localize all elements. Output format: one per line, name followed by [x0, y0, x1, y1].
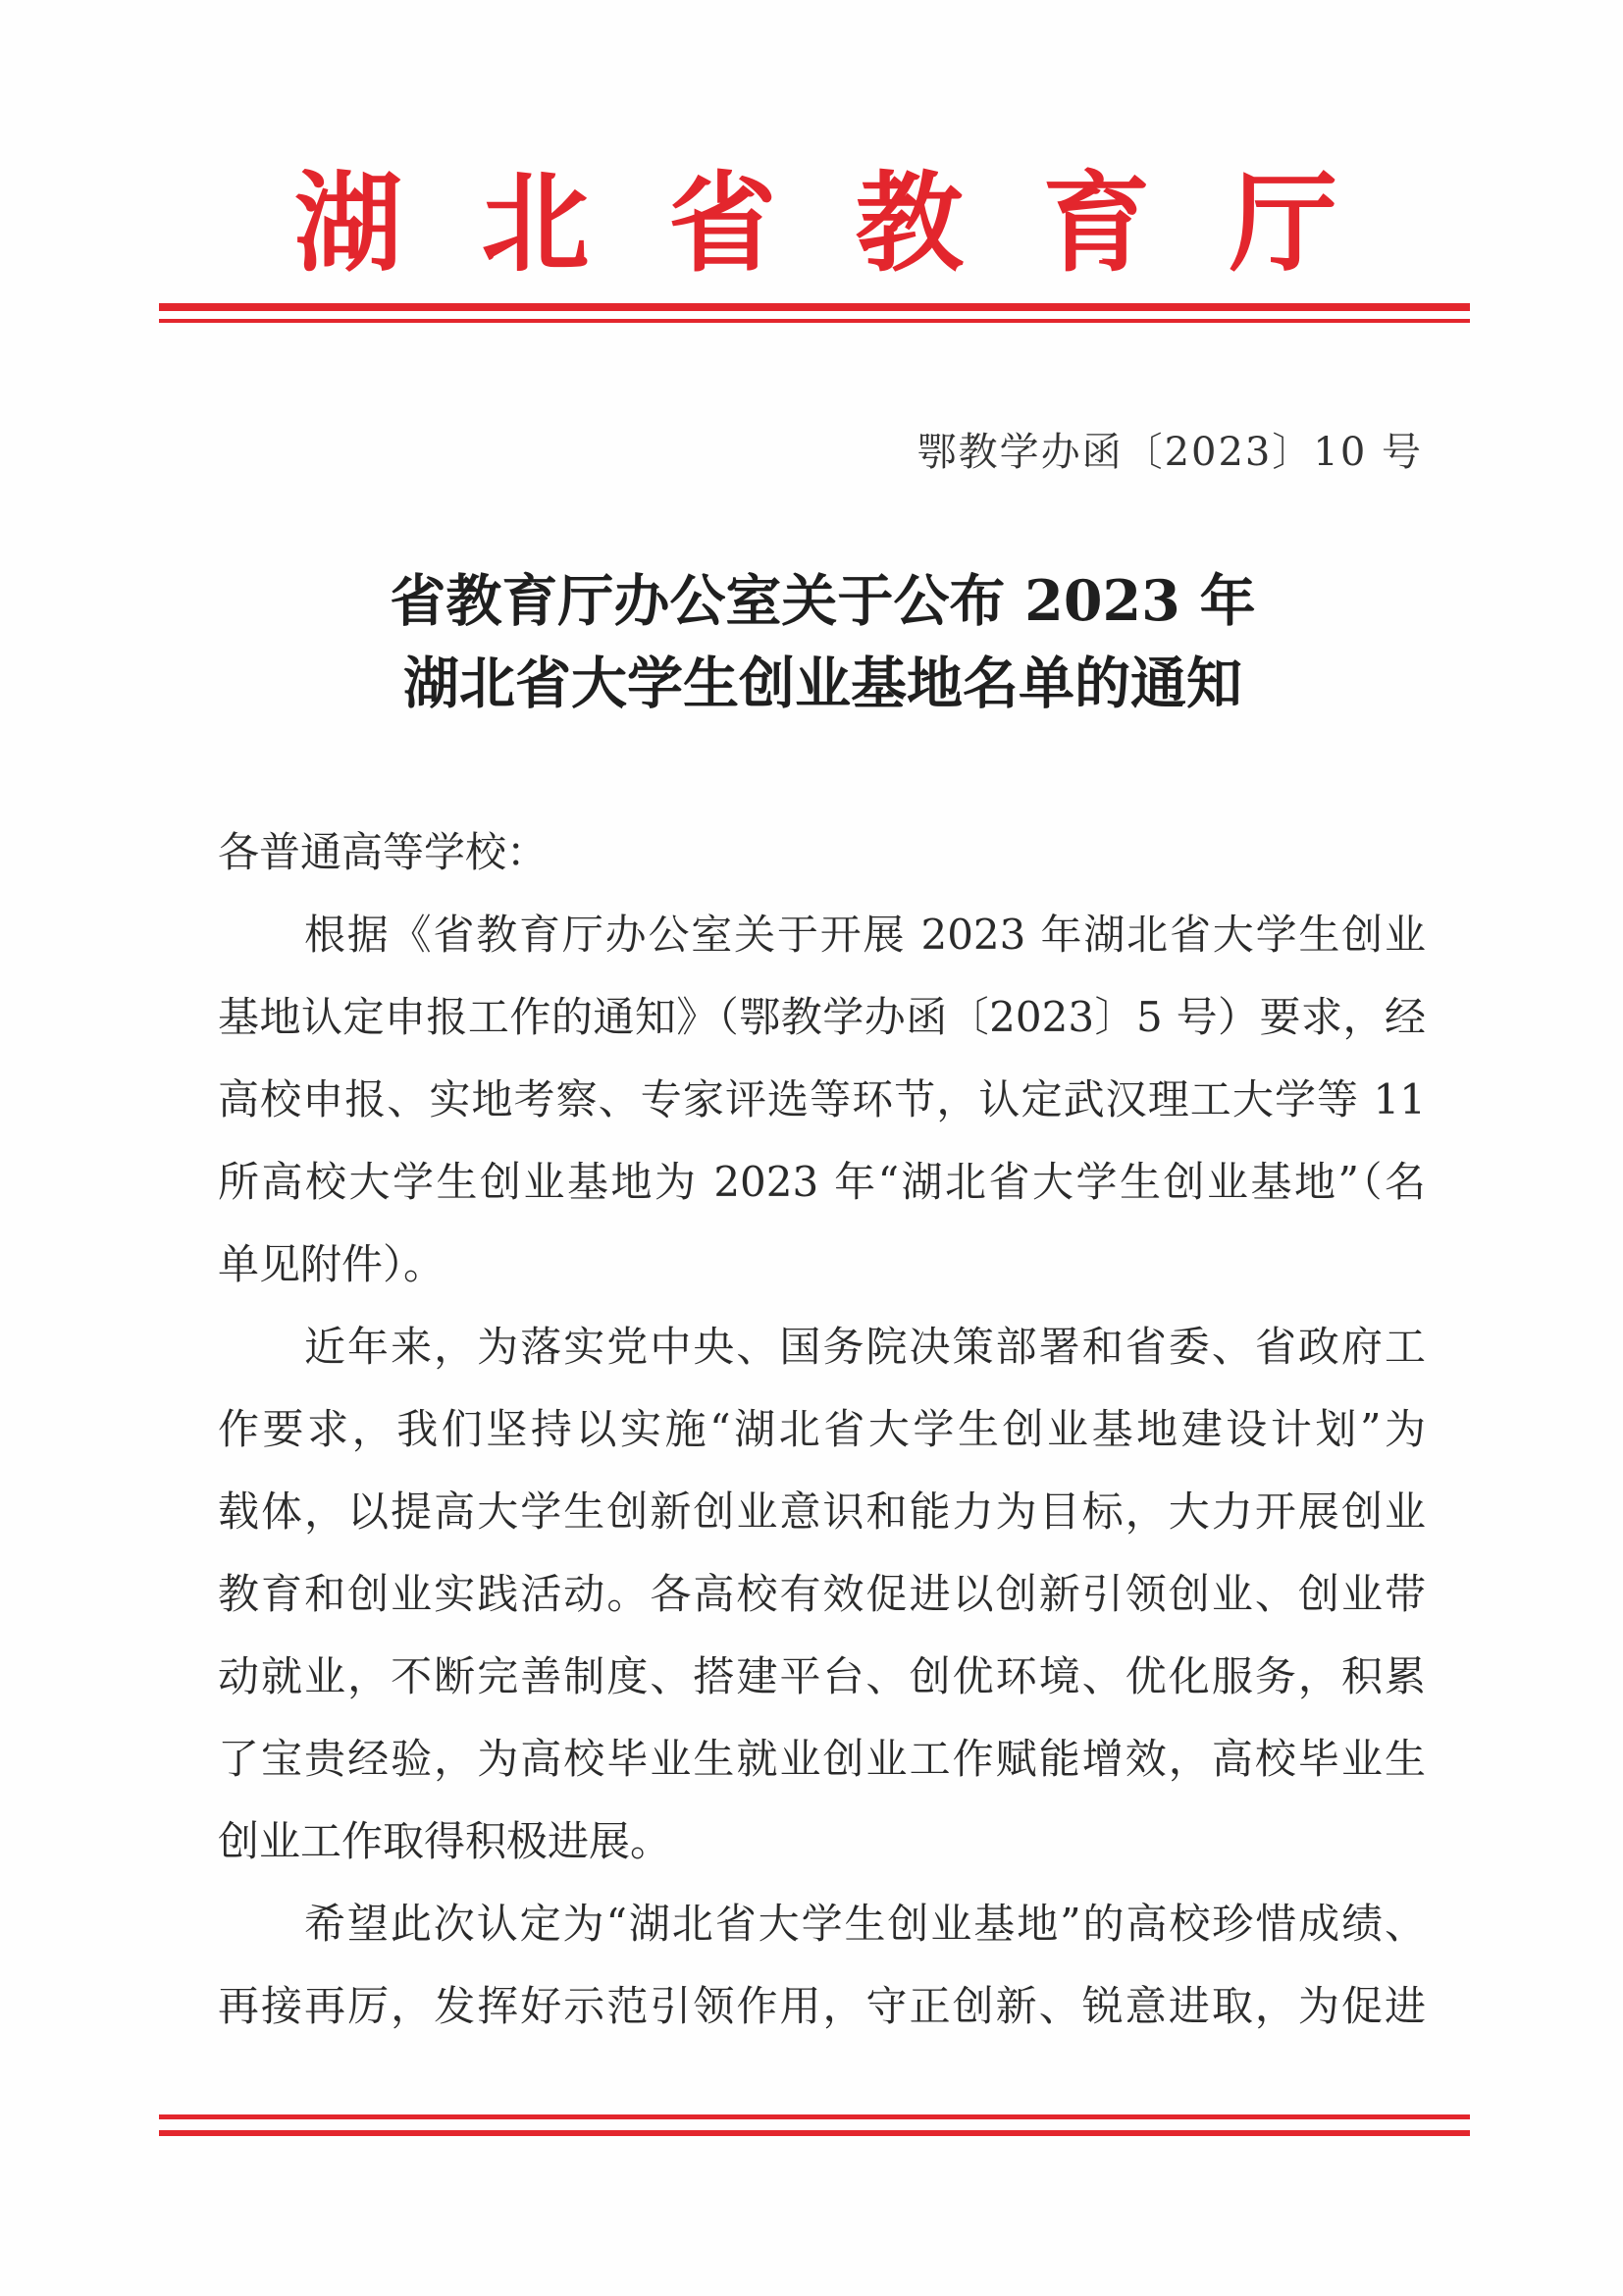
footer-red-rule-lower	[159, 2130, 1470, 2136]
document-number: 鄂教学办函〔2023〕10 号	[916, 430, 1423, 475]
letterhead-agency-name: 湖北省教育厅	[294, 160, 1337, 287]
paragraph-1-line: 高校申报、实地考察、专家评选等环节，认定武汉理工大学等 11	[218, 1075, 1426, 1123]
footer-red-rule-upper	[159, 2114, 1470, 2119]
paragraph-1-line: 根据《省教育厅办公室关于开展 2023 年湖北省大学生创业	[304, 911, 1426, 959]
paragraph-1-line: 基地认定申报工作的通知》（鄂教学办函〔2023〕5 号）要求，经	[218, 993, 1426, 1041]
paragraph-2-line: 创业工作取得积极进展。	[218, 1817, 672, 1865]
paragraph-2-line: 了宝贵经验，为高校毕业生就业创业工作赋能增效，高校毕业生	[218, 1735, 1426, 1783]
paragraph-2-line: 载体，以提高大学生创新创业意识和能力为目标，大力开展创业	[218, 1487, 1426, 1536]
salutation: 各普通高等学校：	[218, 828, 549, 876]
paragraph-1-line: 所高校大学生创业基地为 2023 年“湖北省大学生创业基地”（名	[218, 1158, 1426, 1206]
paragraph-3-line: 再接再厉，发挥好示范引领作用，守正创新、锐意进取，为促进	[218, 1982, 1426, 2030]
document-body	[218, 828, 1426, 2064]
letterhead-red-rule-thin	[159, 319, 1470, 323]
paragraph-2-line: 教育和创业实践活动。各高校有效促进以创新引领创业、创业带	[218, 1570, 1426, 1618]
document-title-line-1: 省教育厅办公室关于公布 2023 年	[390, 568, 1256, 634]
paragraph-1-line: 单见附件）。	[218, 1240, 445, 1288]
paragraph-2-line: 动就业，不断完善制度、搭建平台、创优环境、优化服务，积累	[218, 1652, 1426, 1700]
paragraph-2-line: 作要求，我们坚持以实施“湖北省大学生创业基地建设计划”为	[218, 1405, 1426, 1453]
paragraph-2-line: 近年来，为落实党中央、国务院决策部署和省委、省政府工	[304, 1323, 1426, 1371]
paragraph-3-line: 希望此次认定为“湖北省大学生创业基地”的高校珍惜成绩、	[304, 1900, 1426, 1948]
letterhead-red-rule-thick	[159, 303, 1470, 311]
document-title-line-2: 湖北省大学生创业基地名单的通知	[403, 651, 1242, 716]
